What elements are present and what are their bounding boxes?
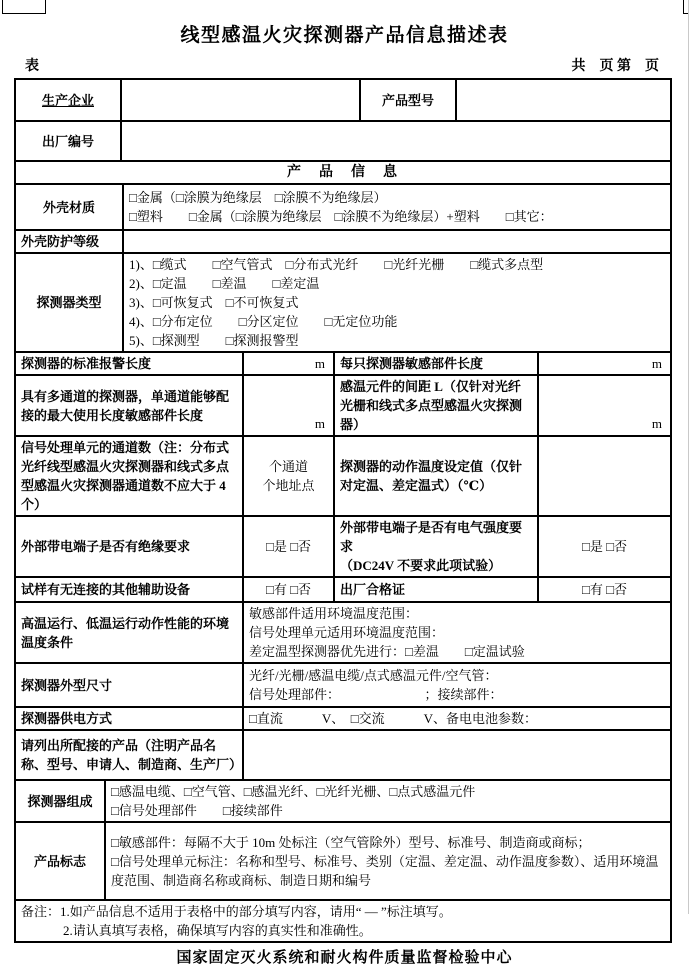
element-spacing-input-cell[interactable] — [537, 376, 670, 435]
composition-options-cell — [104, 781, 670, 821]
detector-type-label: 探测器类型 — [36, 295, 102, 310]
notes-cell — [16, 901, 670, 941]
row-alarm-length — [16, 351, 670, 374]
row-aux-certificate — [16, 576, 670, 601]
detector-type-option-line[interactable]: 2)、□定温 □差温 □差定温 — [129, 276, 320, 291]
page-title: 线型感温火灾探测器产品信息描述表 — [180, 25, 509, 46]
aux-device-label: 试样有无连接的其他辅助设备 — [21, 582, 191, 597]
footer-organization: 国家固定灭火系统和耐火构件质量监督检验中心 — [176, 950, 513, 966]
product-marking-content-cell — [104, 823, 670, 899]
composition-option-line[interactable]: □感温电缆、□空气管、□感温光纤、□光纤光栅、□点式感温元件 — [111, 784, 476, 799]
paired-products-input-cell[interactable] — [242, 731, 670, 779]
insulation-label: 外部带电端子是否有绝缘要求 — [21, 539, 191, 554]
row-power-supply — [16, 706, 670, 729]
detector-type-option-line[interactable]: 4)、□分布定位 □分区定位 □无定位功能 — [129, 314, 398, 329]
factory-number-label: 出厂编号 — [41, 133, 94, 149]
std-alarm-length-unit: m — [314, 356, 325, 371]
page-count-label: 共 页 第 页 — [571, 59, 659, 74]
per-detector-length-label: 每只探测器敏感部件长度 — [333, 353, 537, 374]
row-paired-products — [16, 729, 670, 779]
action-temp-input-cell[interactable] — [537, 437, 670, 515]
element-spacing-unit: m — [651, 416, 662, 431]
product-marking-item[interactable]: □敏感部件：每隔不大于 10m 处标注（空气管除外）型号、标准号、制造商或商标； — [111, 834, 591, 850]
dimensions-content-cell — [242, 664, 670, 706]
manufacturer-input-cell[interactable] — [120, 80, 359, 120]
channel-count-unit-line: 个通道 — [268, 459, 308, 474]
environment-line[interactable]: 信号处理单元适用环境温度范围： — [249, 625, 445, 640]
dimensions-line[interactable]: 光纤/光栅/感温电缆/点式感温元件/空气管： — [249, 668, 498, 683]
row-section-header — [16, 160, 670, 183]
shell-material-options-cell — [122, 185, 670, 229]
section-header: 产 品 信 息 — [287, 165, 399, 180]
aux-device-options-cell[interactable]: □有 □否 — [242, 578, 333, 601]
factory-number-input-cell[interactable] — [120, 122, 670, 160]
row-dimensions — [16, 662, 670, 706]
environment-label: 高温运行、低温运行动作性能的环境温度条件 — [21, 615, 230, 650]
multichannel-unit: m — [314, 416, 325, 431]
certificate-options-cell[interactable]: □有 □否 — [537, 578, 670, 601]
multichannel-input-cell[interactable] — [242, 376, 333, 435]
power-supply-label: 探测器供电方式 — [21, 711, 113, 726]
notes-prefix: 备注： — [21, 904, 61, 919]
manufacturer-label-text: 生产企业 — [41, 92, 94, 108]
product-marking-label: 产品标志 — [33, 853, 86, 869]
environment-content-cell — [242, 603, 670, 662]
row-channels-temperature — [16, 435, 670, 515]
action-temp-label: 探测器的动作温度设定值（仅针对定温、差定温式）（℃） — [333, 437, 537, 515]
row-product-marking — [16, 821, 670, 899]
detector-type-option-line[interactable]: 1)、□缆式 □空气管式 □分布式光纤 □光纤光栅 □缆式多点型 — [129, 257, 544, 272]
shell-material-label: 外壳材质 — [42, 199, 95, 215]
environment-line[interactable]: 差定温型探测器优先进行：□差温 □定温试验 — [249, 644, 525, 659]
row-factory-number — [16, 120, 670, 160]
detector-type-options-cell — [122, 254, 670, 351]
row-composition — [16, 779, 670, 821]
manufacturer-label — [16, 80, 120, 120]
multichannel-label: 具有多通道的探测器，单通道能够配接的最大使用长度敏感部件长度 — [21, 388, 230, 423]
row-shell-protection — [16, 229, 670, 252]
product-model-input-cell[interactable] — [455, 80, 670, 120]
channel-count-unit-line: 个地址点 — [262, 478, 315, 493]
environment-line[interactable]: 敏感部件适用环境温度范围： — [249, 606, 419, 621]
product-model-label: 产品型号 — [359, 80, 455, 120]
table-caption-row — [25, 55, 659, 75]
row-insulation-strength — [16, 515, 670, 576]
detector-type-option-line[interactable]: 3)、□可恢复式 □不可恢复式 — [129, 295, 299, 310]
shell-protection-label: 外壳防护等级 — [21, 234, 100, 249]
power-supply-options-cell[interactable]: □直流 V、 □交流 V、备电电池参数： — [242, 708, 670, 729]
certificate-label: 出厂合格证 — [333, 578, 537, 601]
shell-material-option-line[interactable]: □塑料 □金属（□涂膜为绝缘层 □涂膜不为绝缘层）+塑料 □其它： — [129, 209, 553, 224]
form-table — [14, 78, 672, 943]
element-spacing-label: 感温元件的间距 L（仅针对光纤光栅和线式多点型感温火灾探测器） — [333, 376, 537, 435]
row-detector-type — [16, 252, 670, 351]
shell-protection-input-cell[interactable] — [122, 231, 670, 252]
channel-count-label: 信号处理单元的通道数（注：分布式光纤线型感温火灾探测器和线式多点型感温火灾探测器通道数不应大于 4 个） — [21, 440, 230, 512]
std-alarm-length-label: 探测器的标准报警长度 — [21, 356, 152, 371]
dimensions-line[interactable]: 信号处理部件： ；接续部件： — [249, 687, 503, 702]
table-caption-left: 表 — [25, 59, 39, 74]
row-shell-material — [16, 183, 670, 229]
insulation-options-cell[interactable]: □是 □否 — [242, 517, 333, 576]
shell-material-option-line[interactable]: □金属（□涂膜为绝缘层 □涂膜不为绝缘层） — [129, 190, 387, 205]
electric-strength-options-cell[interactable]: □是 □否 — [537, 517, 670, 576]
electric-strength-label-line: （DC24V 不要求此项试验） — [340, 558, 502, 573]
row-manufacturer-model — [16, 80, 670, 120]
notes-text: 1.如产品信息不适用于表格中的部分填写内容，请用“ — ”标注填写。 — [60, 904, 452, 919]
notes-line — [21, 902, 665, 921]
per-detector-length-unit: m — [651, 356, 662, 371]
std-alarm-length-input-cell[interactable] — [242, 353, 333, 374]
per-detector-length-input-cell[interactable] — [537, 353, 670, 374]
row-multichannel-spacing — [16, 374, 670, 435]
channel-count-input-cell[interactable] — [242, 437, 333, 515]
row-environment — [16, 601, 670, 662]
dimensions-label: 探测器外型尺寸 — [21, 677, 113, 693]
composition-option-line[interactable]: □信号处理部件 □接续部件 — [111, 803, 283, 818]
paired-products-label: 请列出所配接的产品（注明产品名称、型号、申请人、制造商、生产厂） — [21, 738, 243, 772]
notes-line: 2.请认真填写表格，确保填写内容的真实性和准确性。 — [63, 923, 372, 938]
product-marking-item[interactable]: □信号处理单元标注：名称和型号、标准号、类别（定温、差定温、动作温度参数）、适用环境温度范围、制造商名称或商标、制造日期和编号 — [111, 853, 659, 888]
row-notes — [16, 899, 670, 941]
page-corner-artifact-left — [2, 0, 46, 14]
electric-strength-label-line: 外部带电端子是否有电气强度要求 — [340, 520, 523, 554]
electric-strength-label — [333, 517, 537, 576]
composition-label: 探测器组成 — [27, 793, 93, 809]
detector-type-option-line[interactable]: 5)、□探测型 □探测报警型 — [129, 333, 299, 348]
